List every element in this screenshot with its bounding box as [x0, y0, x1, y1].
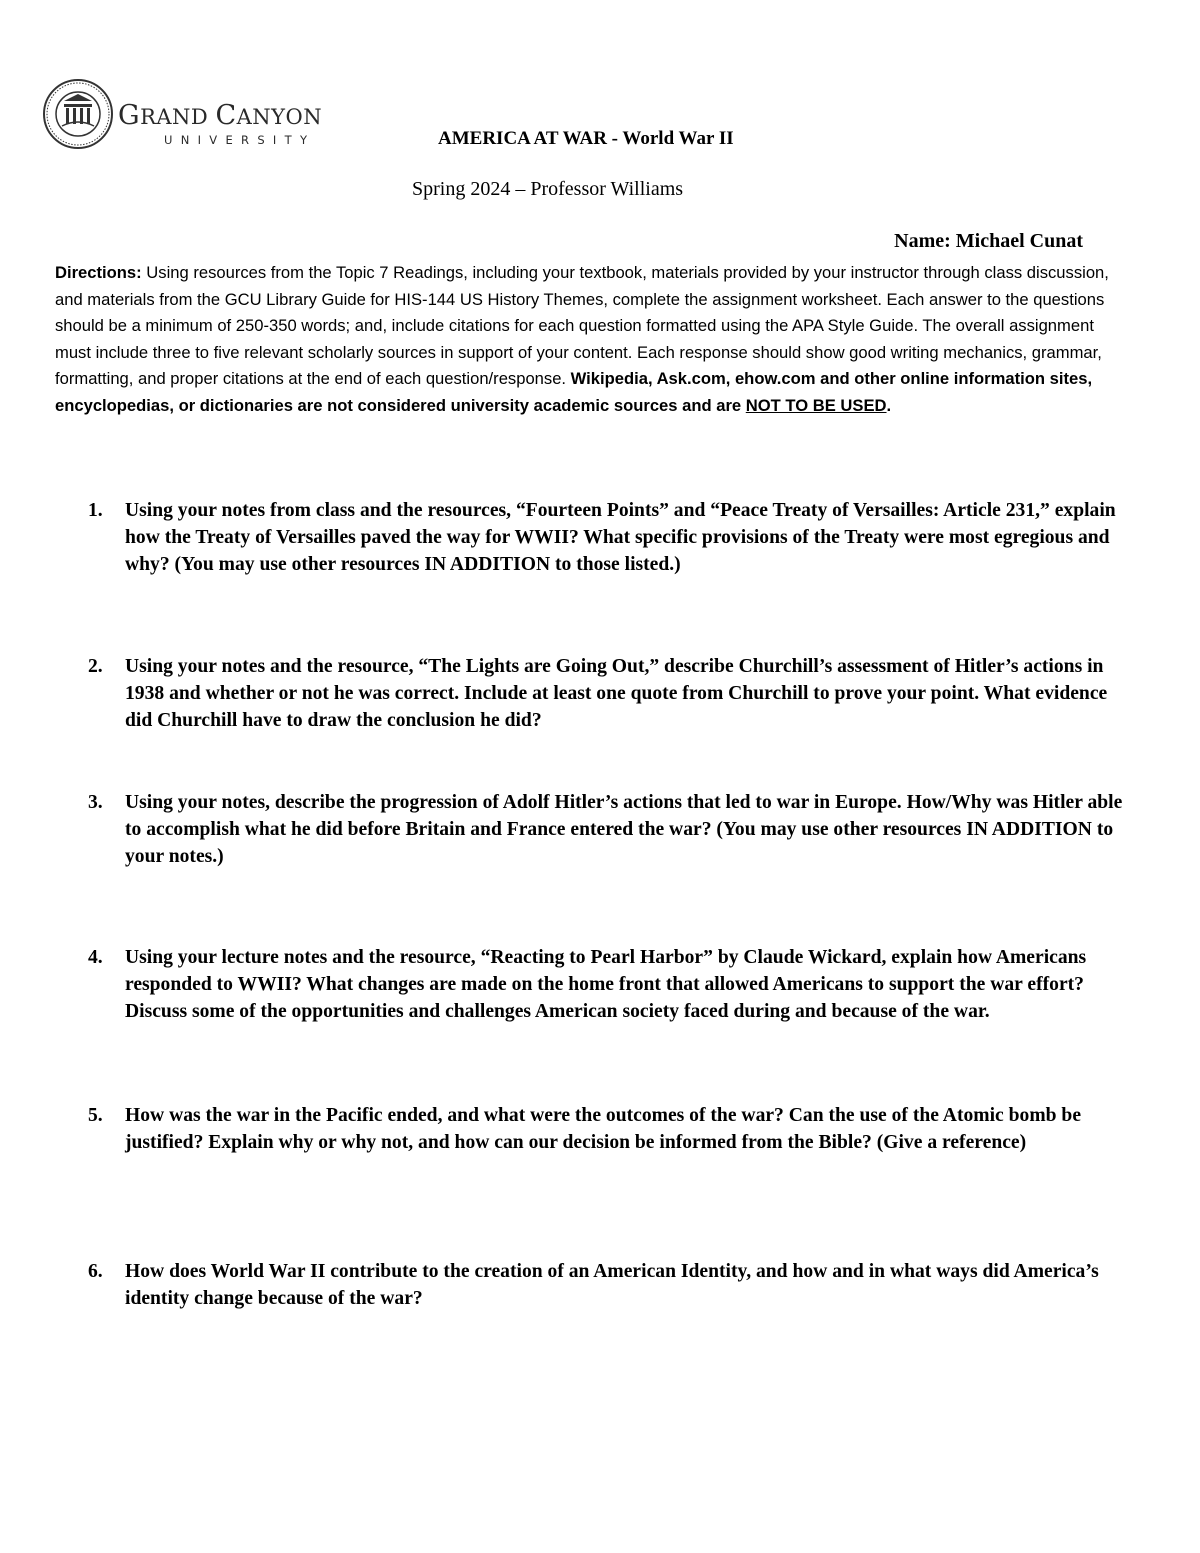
- directions-body: Using resources from the Topic 7 Readings, including your textbook, materials provided by your instructor through class discussion, and materials from the GCU Library Guide for HIS-144 US History Themes, complete the assignment worksheet. Each answer to the questions should be a minimum of 250-350 words; and, include citations for each question formatted using the APA Style Guide. The overall assignment must include three to five relevant scholarly sources in support of your content. Each response should show good writing mechanics, grammar, formatting, and proper citations at the end of each question/response.: [55, 263, 1109, 388]
- directions-paragraph: [55, 260, 1120, 419]
- question-text: How does World War II contribute to the creation of an American Identity, and how and in what ways did America’s identity change because of the war?: [125, 1261, 1099, 1309]
- question-text: Using your lecture notes and the resource, “Reacting to Pearl Harbor” by Claude Wickard, explain how Americans responded to WWII? What changes are made on the home front that allowed Americans to support the war effort? Discuss some of the opportunities and challenges American society faced during and because of the war.: [125, 947, 1087, 1022]
- document-subtitle: Spring 2024 – Professor Williams: [412, 178, 684, 200]
- question-number: 4.: [88, 947, 103, 968]
- question-number: 3.: [88, 792, 103, 813]
- question-text: Using your notes, describe the progression of Adolf Hitler’s actions that led to war in Europe. How/Why was Hitler able to accomplish what he did before Britain and France entered the war? (You may use other resources IN ADDITION to your notes.): [125, 792, 1123, 867]
- directions-warning-underlined: NOT TO BE USED: [745, 395, 887, 415]
- question-text: Using your notes from class and the resources, “Fourteen Points” and “Peace Treaty of Versailles: Article 231,” explain how the Treaty of Versailles paved the way for WWII? What specific provisions of the Treaty were most egregious and why? (You may use other resources IN ADDITION to those listed.): [125, 500, 1116, 575]
- directions-warning: Wikipedia, Ask.com, ehow.com and other online information sites, encyclopedias, or dictionaries are not considered university academic sources and are: [55, 369, 1093, 415]
- university-name: GRAND CANYON: [118, 100, 323, 131]
- question-number: 5.: [88, 1105, 103, 1126]
- student-name: Name: Michael Cunat: [894, 230, 1083, 252]
- question-number: 2.: [88, 656, 103, 677]
- question-number: 6.: [88, 1261, 103, 1282]
- directions-end: .: [886, 395, 892, 415]
- university-subtitle: UNIVERSITY: [164, 133, 316, 147]
- university-seal-icon: [42, 78, 114, 150]
- document-title: AMERICA AT WAR - World War II: [438, 128, 734, 149]
- directions-label: Directions:: [55, 263, 142, 282]
- question-number: 1.: [88, 500, 103, 521]
- question-text: How was the war in the Pacific ended, and what were the outcomes of the war? Can the use of the Atomic bomb be justified? Explain why or why not, and how can our decision be informed from the Bible? (Give a reference): [125, 1105, 1082, 1153]
- question-text: Using your notes and the resource, “The Lights are Going Out,” describe Churchill’s assessment of Hitler’s actions in 1938 and whether or not he was correct. Include at least one quote from Churchill to prove your point. What evidence did Churchill have to draw the conclusion he did?: [125, 656, 1108, 731]
- university-logo: [42, 78, 352, 156]
